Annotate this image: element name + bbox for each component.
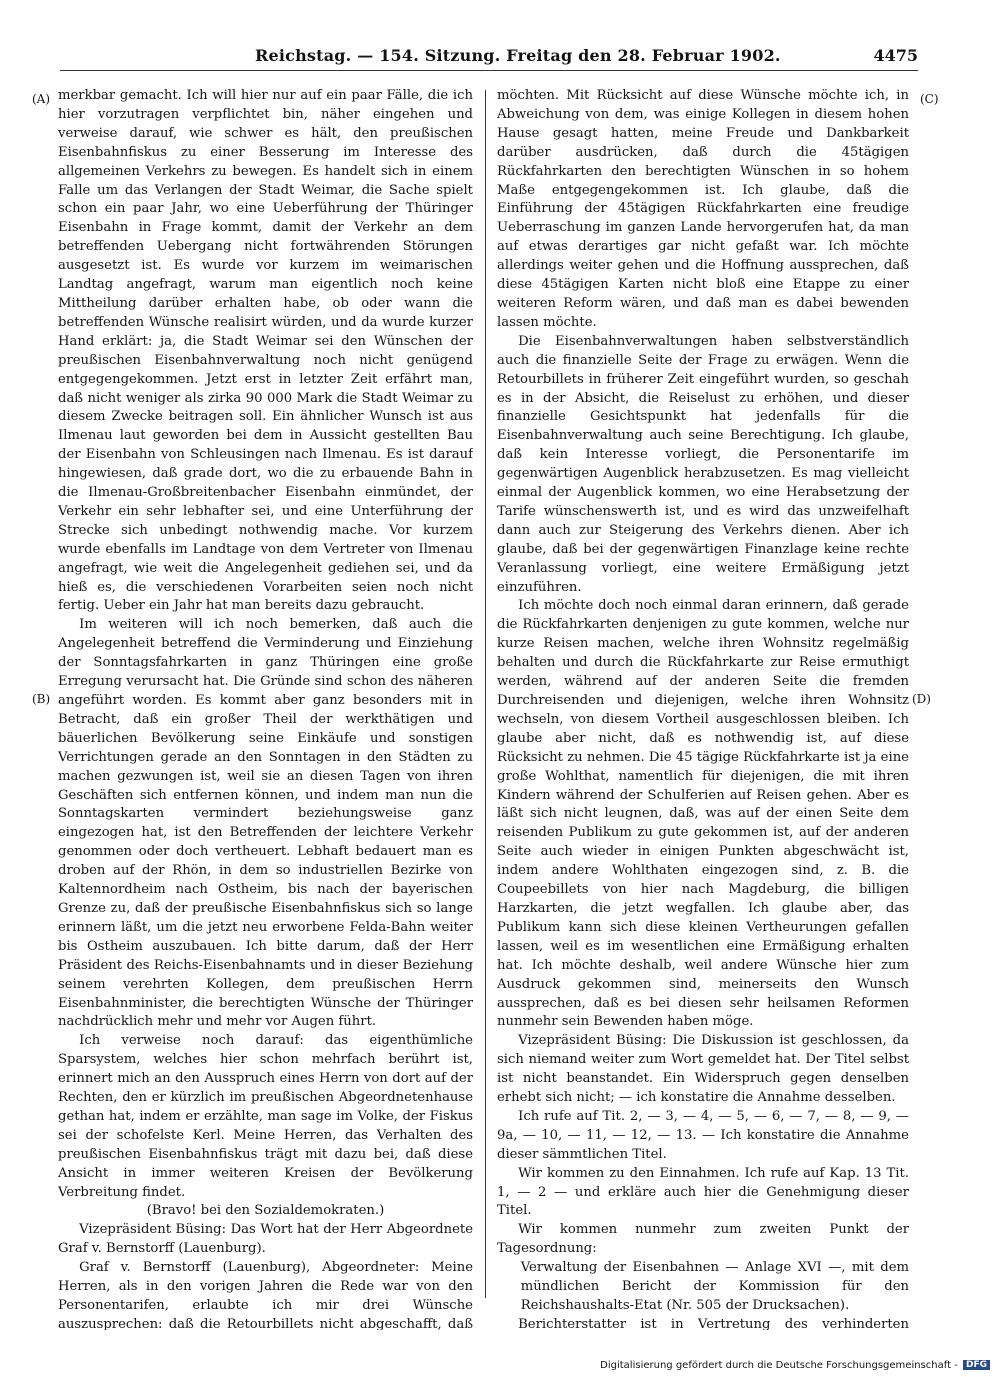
- paragraph: Graf v. Bernstorff (Lauenburg), Abgeordneter: Meine Herren, als in den vorigen Jahren die Rede war von den Personentarifen, erlaubte ich mir drei Wünsche auszusprechen: daß die Retourbillets nicht abgeschafft, daß: [58, 1260, 473, 1330]
- left-column: [58, 87, 473, 1330]
- footer: [600, 1360, 990, 1371]
- paragraph: Ich verweise noch darauf: das eigenthümliche Sparsystem, welches hier schon mehrfach berührt ist, erinnert mich an den Ausspruch eines Herrn von dort auf der Rechten, den er kürzlich im preußischen Abgeordnetenhause gethan hat, indem er erzählte, man sage im Volke, der Fiskus sei der schofelste Kerl. Meine Herren, das Verhalten des preußischen Eisenbahnfiskus trägt mit dazu bei, daß diese Ansicht in immer weiteren Kreisen der Bevölkerung Verbreitung findet.: [58, 1033, 473, 1200]
- column-divider: [485, 90, 486, 1298]
- running-title: Reichstag. — 154. Sitzung. Freitag den 28. Februar 1902.: [255, 46, 781, 65]
- footer-text: Digitalisierung gefördert durch die Deutsche Forschungsgemeinschaft -: [600, 1360, 958, 1371]
- margin-marker-a: (A): [32, 92, 51, 106]
- interjection: (Bravo! bei den Sozialdemokraten.): [146, 1203, 385, 1219]
- paragraph: Die Eisenbahnverwaltungen haben selbstverständlich auch die finanzielle Seite der Frage zu erwägen. Wenn die Retourbillets in früherer Zeit eingeführt wurden, so geschah es in der Absicht, die Reiselust zu erhöhen, und dieser finanzielle Gesichtspunkt hat jedenfalls für die Eisenbahnverwaltung auch seine Berechtigung. Ich glaube, daß kein Interesse vorliegt, die Personentarife im gegenwärtigen Augenblick herabzusetzen. Es mag vielleicht einmal der Augenblick kommen, wo eine Herabsetzung der Tarife wünschenswerth ist, und es wird das unzweifelhaft dann auch zur Steigerung des Verkehrs dienen. Aber ich glaube, daß bei der gegenwärtigen Finanzlage keine rechte Veranlassung vorliegt, eine weitere Ermäßigung jetzt einzuführen.: [497, 333, 909, 595]
- header-rule: [60, 70, 918, 71]
- page-header: [60, 44, 918, 70]
- paragraph: Im weiteren will ich noch bemerken, daß auch die Angelegenheit betreffend die Verminderung und Einziehung der Sonntagsfahrkarten in ganz Thüringen eine große Erregung verursacht hat. Die Gründe sind schon des näheren angeführt worden. Es kommt aber ganz besonders mit in Betracht, daß ein großer Theil der werkthätigen und bäuerlichen Bevölkerung seine Einkäufe und sonstigen Verrichtungen gerade an den Sonntagen in den Städten zu machen gezwungen ist, weil sie an diesen Tagen von ihren Geschäften sich entfernen können, und indem man nun die Sonntagskarten vermindert beziehungsweise ganz eingezogen hat, ist den Betreffenden der leichtere Verkehr genommen oder doch vertheuert. Lebhaft bedauert man es droben auf der Rhön, in dem so industriellen Bezirke von Kaltennordheim nach Ostheim, bis nach der bayerischen Grenze zu, daß der preußische Eisenbahnfiskus sich so lange erinnern läßt, um die jetzt neu erworbene Felda-Bahn weiter bis Ostheim auszubauen. Ich bitte darum, daß der Herr Präsident des Reichs-Eisenbahnamts und in dieser Beziehung seinem verehrten Kollegen, dem preußischen Herrn Eisenbahnminister, die berechtigten Wünsche der Thüringer nachdrücklich mehr und mehr vor Augen führt.: [58, 617, 473, 1030]
- margin-marker-d: (D): [912, 692, 931, 706]
- paragraph: Ich möchte doch noch einmal daran erinnern, daß gerade die Rückfahrkarten denjenigen zu gute kommen, welche nur kurze Reisen machen, welche ihren Wohnsitz regelmäßig behalten und durch die Rückfahrkarte zur Reise ermuthigt werden, während auf der anderen Seite die fremden Durchreisenden und diejenigen, welche ihren Wohnsitz wechseln, von diesem Vortheil ausgeschlossen bleiben. Ich glaube aber nicht, daß es nothwendig ist, auf diese Rücksicht zu nehmen. Die 45 tägige Rückfahrkarte ist ja eine große Wohlthat, namentlich für diejenigen, die mit ihren Kindern während der Schulferien auf Reisen gehen. Aber es läßt sich nicht leugnen, daß, was auf der einen Seite dem reisenden Publikum zu gute gekommen ist, auf der anderen Seite auch wieder in einigen Punkten abgeschwächt ist, indem andere Wohlthaten eingezogen sind, z. B. die Coupeebillets von hier nach Magdeburg, die billigen Harzkarten, die jetzt wegfallen. Ich glaube aber, das Publikum kann sich diese kleinen Vertheurungen gefallen lassen, weil es im wesentlichen eine Ermäßigung erhalten hat. Ich möchte deshalb, weil andere Wünsche hier zum Ausdruck gekommen sind, meinerseits den Wunsch aussprechen, daß es bei diesen sehr heilsamen Reformen nunmehr sein Bewenden haben möge.: [497, 598, 909, 1030]
- paragraph: Berichterstatter ist in Vertretung des verhinderten: [518, 1316, 909, 1330]
- agenda-item: Verwaltung der Eisenbahnen — Anlage XVI —, mit dem mündlichen Bericht der Kommission für den Reichshaushalts-Etat (Nr. 505 der Drucksachen).: [520, 1260, 909, 1313]
- paragraph: möchten. Mit Rücksicht auf diese Wünsche möchte ich, in Abweichung von dem, was einige Kollegen in diesem hohen Hause gesagt hatten, meine Freude und Dankbarkeit darüber ausdrücken, daß durch die 45tägigen Rückfahrkarten den berechtigten Wünschen in so hohem Maße entgegengekommen ist. Ich glaube, daß die Einführung der 45tägigen Rückfahrkarten eine freudige Ueberraschung im ganzen Lande hervorgerufen hat, da man auf etwas derartiges gar nicht gefaßt war. Ich möchte allerdings weiter gehen und die Hoffnung aussprechen, daß diese 45tägigen Karten nicht bloß eine Etappe zu einer weiteren Reform wären, und daß man es dabei bewenden lassen möchte.: [497, 88, 909, 330]
- paragraph: Vizepräsident Büsing: Das Wort hat der Herr Abgeordnete Graf v. Bernstorff (Lauenburg).: [58, 1222, 473, 1257]
- page-number: 4475: [873, 46, 918, 65]
- paragraph: Ich rufe auf Tit. 2, — 3, — 4, — 5, — 6, — 7, — 8, — 9, — 9a, — 10, — 11, — 12, — 13. — Ich konstatire die Annahme dieser sämmtlichen Titel.: [497, 1108, 909, 1162]
- right-column: [497, 87, 909, 1330]
- paragraph: Wir kommen nunmehr zum zweiten Punkt der Tagesordnung:: [497, 1222, 909, 1257]
- paragraph: Wir kommen zu den Einnahmen. Ich rufe auf Kap. 13 Tit. 1, — 2 — und erkläre auch hier die Genehmigung dieser Titel.: [497, 1165, 909, 1219]
- dfg-logo: DFG: [963, 1360, 990, 1370]
- margin-marker-c: (C): [920, 92, 939, 106]
- paragraph: merkbar gemacht. Ich will hier nur auf ein paar Fälle, die ich hier vorzutragen verpflichtet bin, näher eingehen und verweise darauf, wie schwer es hält, den preußischen Eisenbahnfiskus zu einer Besserung im Interesse des allgemeinen Verkehrs zu bewegen. Es handelt sich in einem Falle um das Verlangen der Stadt Weimar, die Sache spielt schon ein paar Jahr, wo eine Ueberführung der Thüringer Eisenbahn in Frage kommt, damit der Verkehr an dem betreffenden Uebergang nicht fortwährenden Störungen ausgesetzt ist. Es wurde vor kurzem im weimarischen Landtag angefragt, warum man eigentlich noch keine Mittheilung darüber erhalten habe, ob oder wann die betreffenden Wünsche realisirt würden, und da wurde kurzer Hand erklärt: ja, die Stadt Weimar sei den Wünschen der preußischen Eisenbahnverwaltung noch nicht genügend entgegengekommen. Jetzt erst in letzter Zeit erfährt man, daß nicht weniger als zirka 90 000 Mark die Stadt Weimar zu diesem Zwecke beitragen soll. Ein ähnlicher Wunsch ist aus Ilmenau laut geworden bei dem in Aussicht gestellten Bau der Eisenbahn von Schleusingen nach Ilmenau. Es ist darauf hingewiesen, daß grade dort, wo die zu erbauende Bahn in die Ilmenau-Großbreitenbacher Eisenbahn einmündet, der Verkehr ein sehr lebhafter sei, und eine Unterführung der Strecke sich unbedingt nothwendig mache. Vor kurzem wurde ebenfalls im Landtage von dem Vertreter von Ilmenau angefragt, wie weit die Angelegenheit gediehen sei, und da hieß es, die verschiedenen Vorarbeiten seien noch nicht fertig. Ueber ein Jahr hat man bereits dazu gebraucht.: [58, 88, 473, 614]
- paragraph: Vizepräsident Büsing: Die Diskussion ist geschlossen, da sich niemand weiter zum Wort gemeldet hat. Der Titel selbst ist nicht beanstandet. Ein Widerspruch gegen denselben erhebt sich nicht; — ich konstatire die Annahme desselben.: [497, 1033, 909, 1106]
- margin-marker-b: (B): [32, 692, 51, 706]
